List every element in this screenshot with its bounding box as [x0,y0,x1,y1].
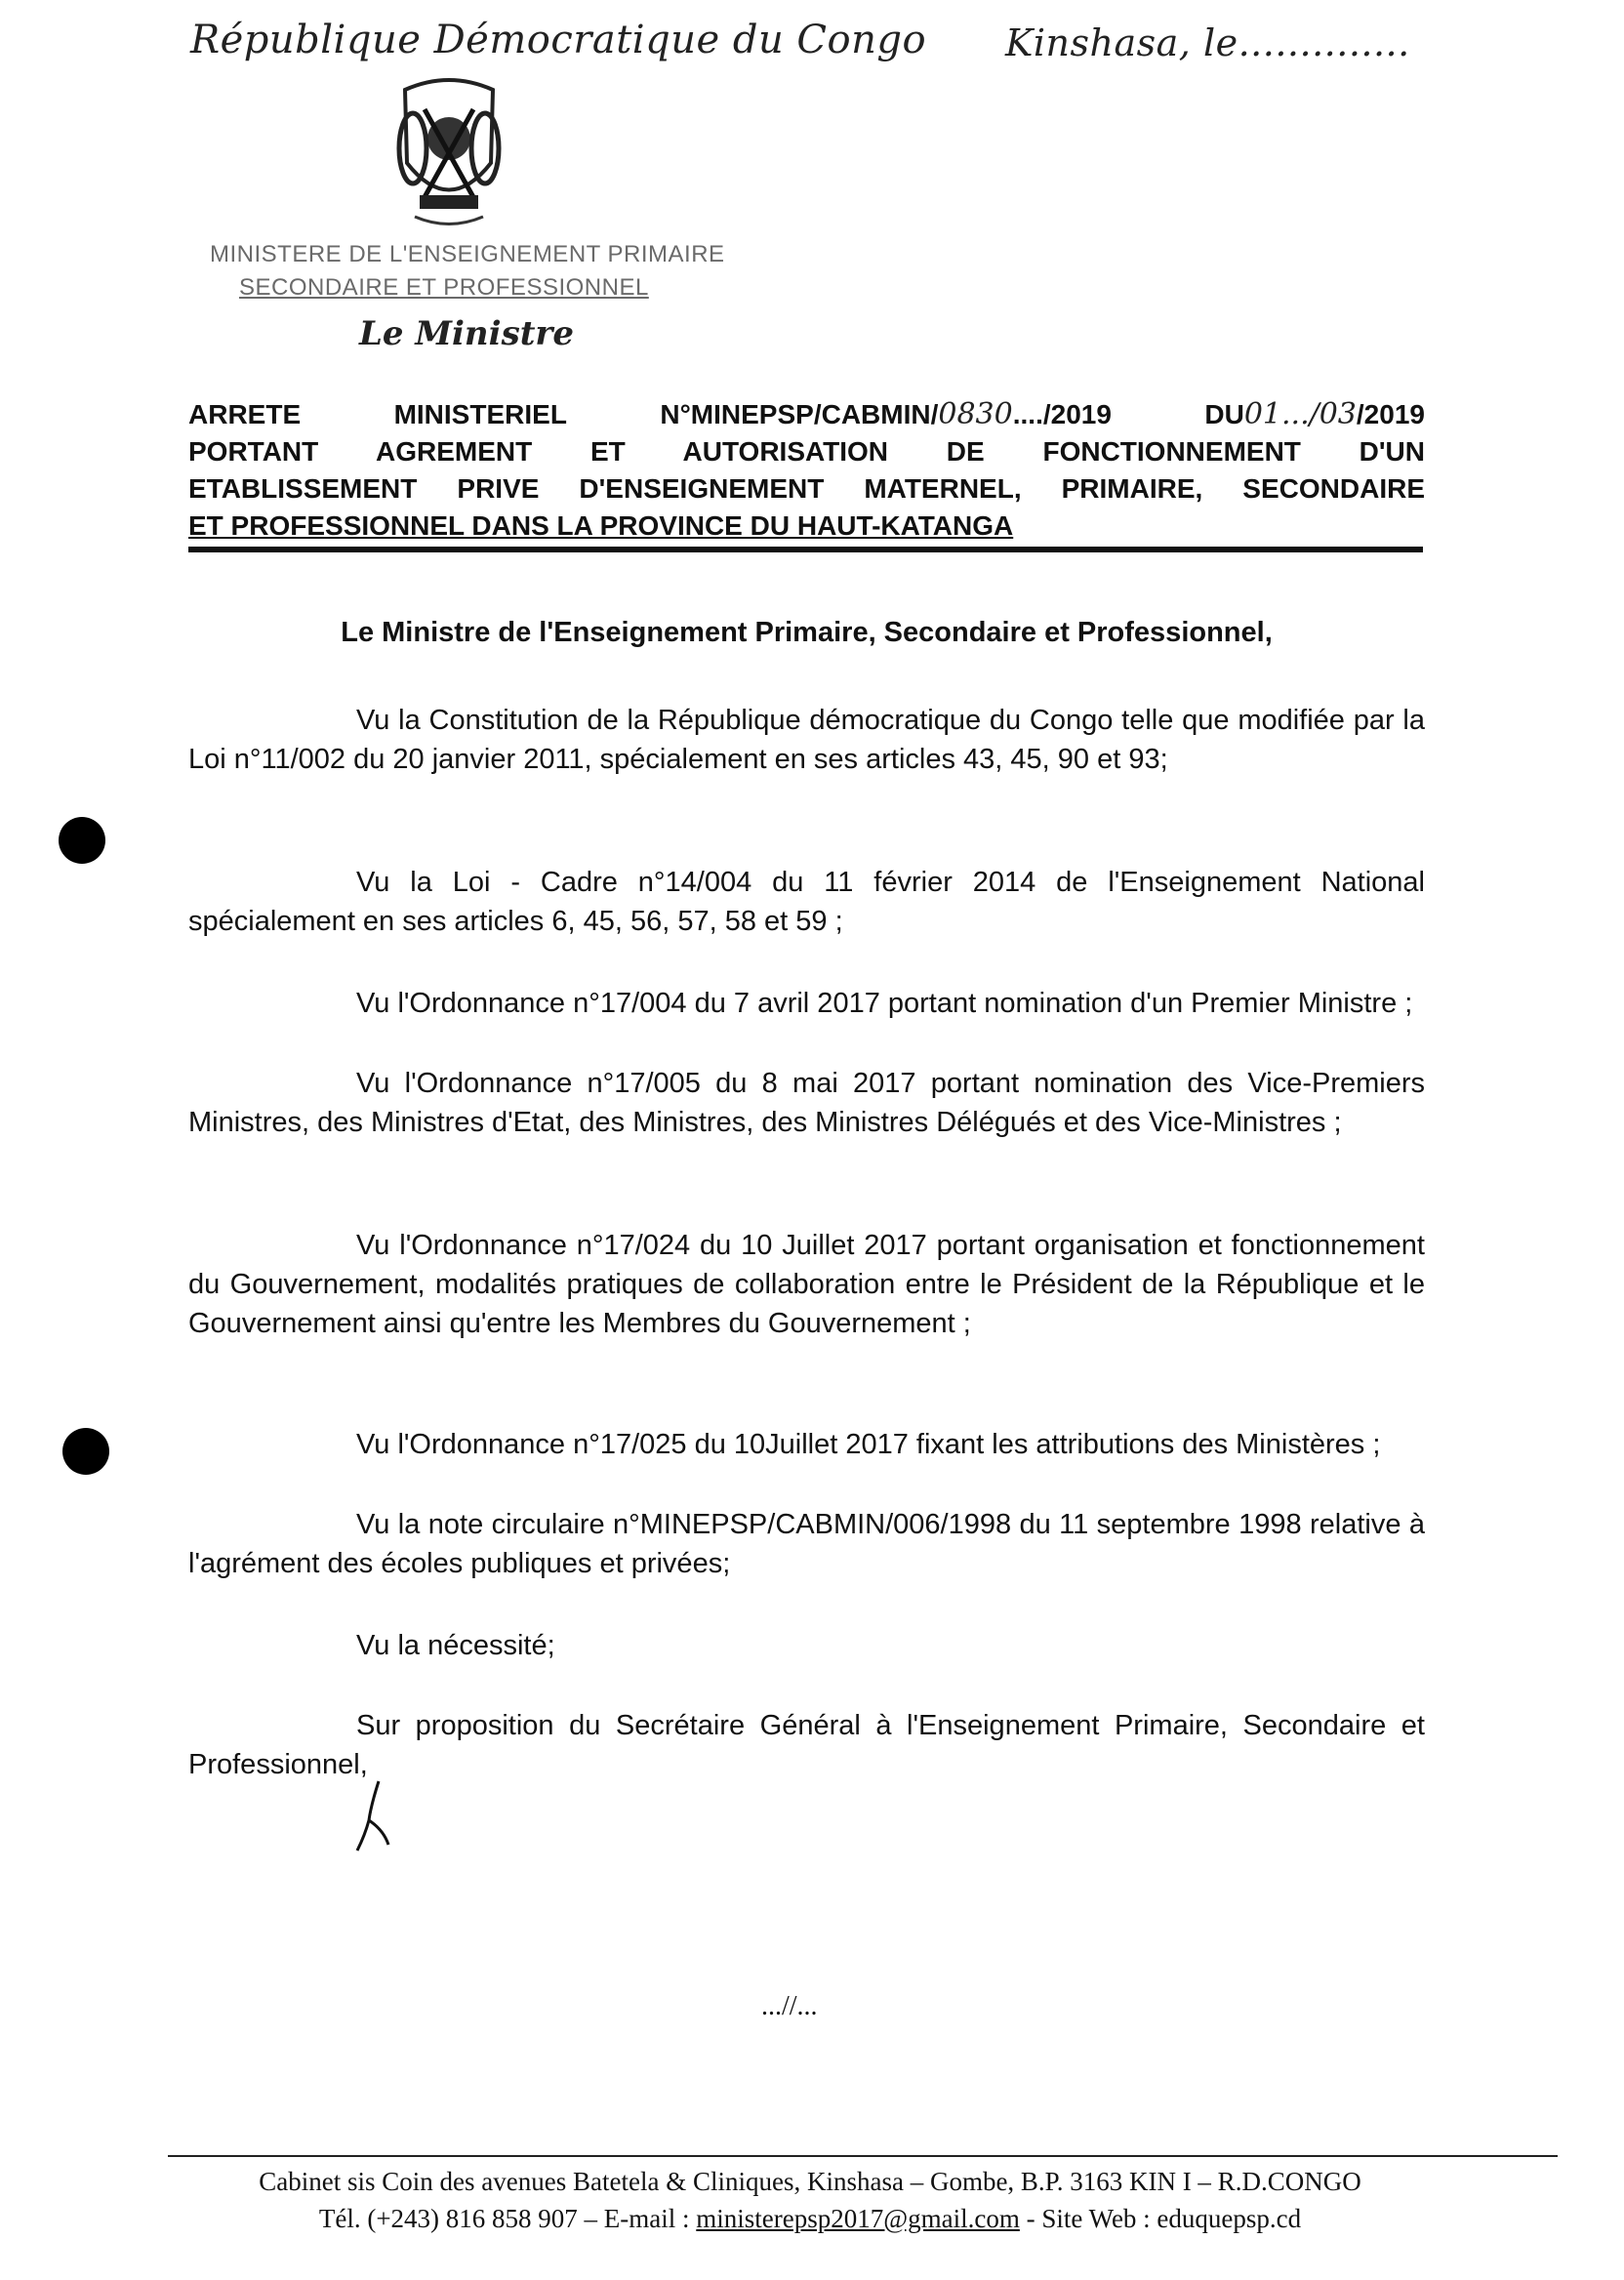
ministry-line-2: SECONDAIRE ET PROFESSIONNEL [239,274,649,301]
paragraph-necessite: Vu la nécessité; [356,1630,555,1661]
paragraph-ordonnance-024: Vu l'Ordonnance n°17/024 du 10 Juillet 2017 portant organisation et fonctionnement du Gouvernement, modalités pratiques de collaboration entre le Président de la République et le Gouvernement ainsi qu'entre les Membres du Gouvernement ; [188,1230,1425,1339]
ministry-line-1: MINISTERE DE L'ENSEIGNEMENT PRIMAIRE [210,241,725,267]
handwritten-date: 01.../03 [1243,397,1357,431]
footer-email-link[interactable]: ministerepsp2017@gmail.com [696,2204,1020,2233]
paragraph-ordonnance-004: Vu l'Ordonnance n°17/004 du 7 avril 2017 portant nomination d'un Premier Ministre ; [356,988,1413,1019]
footer-website: - Site Web : eduquepsp.cd [1019,2204,1302,2233]
decree-line-1 [188,396,1425,433]
footer-contact [166,2200,1454,2237]
decree-heading [188,396,1425,545]
decree-number: N°MINEPSP/CABMIN/0830..../2019 [660,397,1112,431]
decree-line-2: PORTANT AGREMENT ET AUTORISATION DE FONCTIONNEMENT D'UN [188,436,1425,467]
decree-word-arrete: ARRETE [188,399,302,429]
continuation-mark: ...//... [761,1991,818,2021]
decree-date: DU01.../03/2019 [1204,397,1425,431]
decree-word-ministeriel: MINISTERIEL [393,399,567,429]
decree-line-3: ETABLISSEMENT PRIVE D'ENSEIGNEMENT MATERNEL, PRIMAIRE, SECONDAIRE [188,473,1425,504]
coat-of-arms-icon [386,70,512,236]
place-date: Kinshasa, le.............. [1005,21,1410,64]
country-heading: République Démocratique du Congo [190,18,927,62]
paragraph-loi-cadre: Vu la Loi - Cadre n°14/004 du 11 février 2014 de l'Enseignement National spécialement en ses articles 6, 45, 56, 57, 58 et 59 ; [188,867,1425,937]
paragraph-ordonnance-005: Vu l'Ordonnance n°17/005 du 8 mai 2017 portant nomination des Vice-Premiers Ministres, des Ministres d'Etat, des Ministres, des Ministres Délégués et des Vice-Ministres ; [188,1068,1425,1138]
handwritten-number: 0830 [938,397,1013,431]
punch-hole-top [59,817,105,864]
footer-address: Cabinet sis Coin des avenues Batetela & Cliniques, Kinshasa – Gombe, B.P. 3163 KIN I – R.D.CONGO [259,2167,1361,2196]
minister-title: Le Ministre [359,314,574,353]
paragraph-note-circulaire: Vu la note circulaire n°MINEPSP/CABMIN/006/1998 du 11 septembre 1998 relative à l'agrément des écoles publiques et privées; [188,1509,1425,1579]
decree-line-4: ET PROFESSIONNEL DANS LA PROVINCE DU HAUT-KATANGA [188,510,1014,541]
paragraph-ordonnance-025: Vu l'Ordonnance n°17/025 du 10Juillet 2017 fixant les attributions des Ministères ; [356,1429,1381,1460]
paragraph-proposition: Sur proposition du Secrétaire Général à l'Enseignement Primaire, Secondaire et Professionnel, [188,1710,1425,1780]
footer-phone: Tél. (+243) 816 858 907 – E-mail : [318,2204,697,2233]
intro-line: Le Ministre de l'Enseignement Primaire, Secondaire et Professionnel, [341,617,1273,648]
initial-mark-icon [349,1776,398,1854]
heading-rule [188,547,1423,552]
punch-hole-bottom [62,1428,109,1475]
footer-rule [168,2155,1558,2157]
paragraph-constitution: Vu la Constitution de la République démocratique du Congo telle que modifiée par la Loi n°11/002 du 20 janvier 2011, spécialement en ses articles 43, 45, 90 et 93; [188,705,1425,775]
